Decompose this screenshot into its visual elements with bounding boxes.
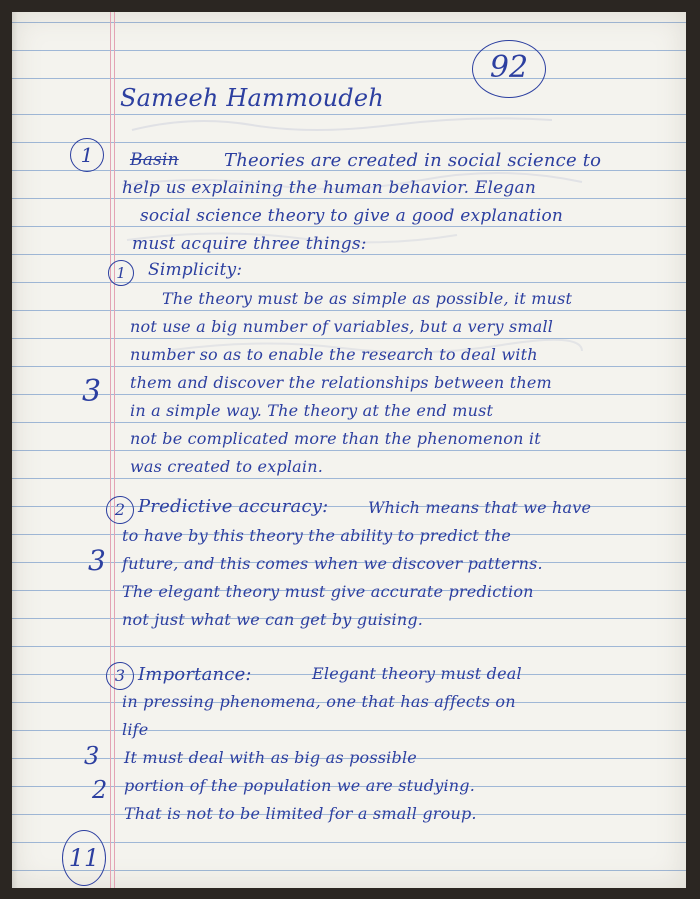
- text-line: must acquire three things:: [132, 234, 367, 254]
- grade: 11: [62, 830, 106, 886]
- text-line: number so as to enable the research to deal with: [130, 345, 538, 364]
- text-line: not use a big number of variables, but a very small: [130, 317, 554, 336]
- subsection-number: 1: [108, 260, 134, 286]
- text-line: in a simple way. The theory at the end must: [130, 401, 494, 420]
- subsection-title: Simplicity:: [148, 260, 243, 280]
- text-line: was created to explain.: [130, 457, 324, 476]
- lined-paper: [12, 12, 686, 888]
- text-line: That is not to be limited for a small group.: [124, 804, 477, 823]
- author-name: Sameeh Hammoudeh: [120, 84, 384, 112]
- text-line: life: [122, 720, 149, 739]
- text-line: not be complicated more than the phenomenon it: [130, 429, 541, 448]
- text-line: The elegant theory must give accurate prediction: [122, 582, 534, 601]
- text-line: The theory must be as simple as possible, it must: [162, 289, 573, 308]
- struck-text: Basin: [130, 150, 179, 170]
- text-line: future, and this comes when we discover patterns.: [122, 554, 543, 573]
- margin-line: [110, 12, 111, 888]
- text-line: Which means that we have: [368, 498, 592, 517]
- subsection-title: Predictive accuracy:: [138, 496, 329, 517]
- margin-score: 3: [82, 374, 102, 409]
- text-line: social science theory to give a good explanation: [140, 206, 564, 226]
- text-line: It must deal with as big as possible: [124, 748, 417, 767]
- text-line: to have by this theory the ability to predict the: [122, 526, 512, 545]
- text-line: them and discover the relationships between them: [130, 373, 552, 392]
- margin-score: 2: [92, 776, 108, 804]
- margin-score: 3: [88, 544, 107, 577]
- paper-edge-shadow: [12, 12, 18, 888]
- subsection-number: 2: [106, 496, 134, 524]
- text-line: help us explaining the human behavior. Elegan: [122, 178, 536, 198]
- struck-word: [130, 150, 179, 170]
- page-number: 92: [472, 40, 546, 98]
- text-line: Elegant theory must deal: [312, 664, 522, 683]
- text-line: not just what we can get by guising.: [122, 610, 424, 629]
- section-number: 1: [70, 138, 104, 172]
- margin-score: 3: [84, 742, 100, 770]
- text-line: in pressing phenomena, one that has affects on: [122, 692, 516, 711]
- text-line: Theories are created in social science to: [224, 150, 602, 171]
- text-line: portion of the population we are studying.: [124, 776, 476, 795]
- subsection-title: Importance:: [138, 664, 252, 685]
- subsection-number: 3: [106, 662, 134, 690]
